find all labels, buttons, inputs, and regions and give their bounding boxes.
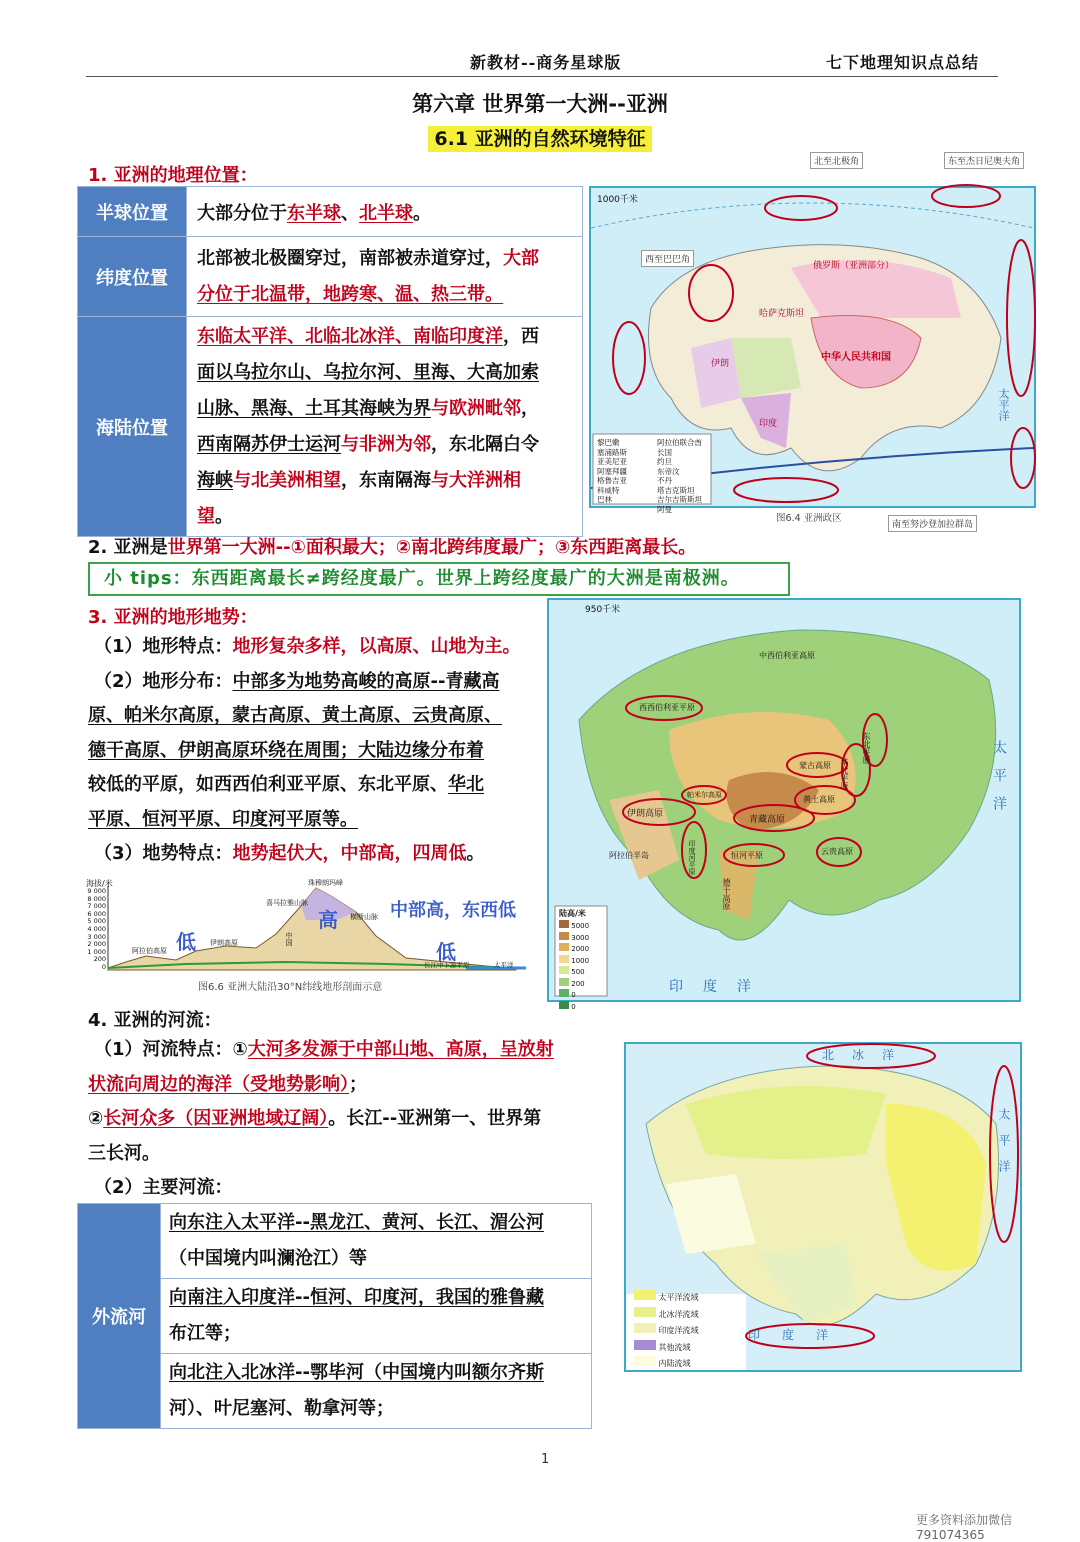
label-china: 中华人民共和国 [821,352,891,363]
label-iran-plateau: 伊朗高原 [210,939,238,947]
terrain-legend-title: 陆高/米 [559,909,586,918]
label-northeast-plain: 东北平原 [862,732,871,764]
table-head-latitude: 纬度位置 [78,237,187,317]
label-deccan: 德干高原 [722,878,731,910]
callout-west: 西至巴巴角 [641,250,694,267]
watermark: 更多资料添加微信791074365 [916,1513,1013,1542]
callout-east: 东至杰日尼奥夫角 [944,152,1024,169]
profile-ylabel: 海拔/米 [86,879,113,888]
label-indian-rivers: 印度洋 [748,1328,851,1342]
label-tibet: 青藏高原 [749,815,786,825]
river-basin-legend: 太平洋流域 北冰洋流域 印度洋流域 其他流域 内陆流域 [634,1290,699,1373]
table-head-hemisphere: 半球位置 [78,187,187,237]
terrain-profile [86,876,526,996]
river-basin-map [624,1042,1022,1372]
label-russia: 俄罗斯（亚洲部分） [813,261,895,271]
terrain-text: （1）地形特点：地形复杂多样，以高原、山地为主。 （2）地形分布：中部多为地势高峻的高原--青藏高 原、帕米尔高原，蒙古高原、黄土高原、云贵高原、 德干高原、伊朗高原环绕在周围；大陆边缘分布着 较低的平原，如西西伯利亚平原、东北平原、华北 平原、恒河平原、印度河平原等。 （3）地势特点：地势起伏大，中部高，四周低。 [88,636,521,864]
latitude-cell: 北部被北极圈穿过，南部被赤道穿过，大部 分位于北温带，地跨寒、温、热三带。 [187,237,583,317]
table-head-sea-land: 海陆位置 [78,317,187,537]
label-loess: 黄土高原 [803,795,835,804]
callout-south: 南至努沙登加拉群岛 [888,515,977,532]
label-pamir: 帕米尔高原 [687,791,722,799]
label-india: 印度 [759,419,778,429]
rivers-text: （1）河流特点：①大河多发源于中部山地、高原，呈放射 状流向周边的海洋（受地势影响）； ②长河众多（因亚洲地域辽阔）。长江--亚洲第一、世界第 三长河。 （2）主要河流： [88,1039,554,1198]
hemisphere-cell: 大部分位于东半球、北半球。 [187,187,583,237]
profile-note: 中部高，东西低 [390,900,516,921]
profile-low-right: 低 [436,940,456,964]
header-divider [86,76,998,77]
label-yungui: 云贵高原 [821,847,853,856]
rivers-table [77,1203,592,1429]
section-1-heading: 1. 亚洲的地理位置： [88,165,258,186]
terrain-map [547,598,1021,1011]
header-left: 新教材--商务星球版 [470,53,622,72]
profile-caption: 图6.6 亚洲大陆沿30°N纬线地形剖面示意 [198,982,383,993]
political-map [589,186,1036,514]
label-yangtze-plain: 长江中下游平原 [424,961,470,969]
sea-land-cell: 东临太平洋、北临北冰洋、南临印度洋，西 面以乌拉尔山、乌拉尔河、里海、大高加索 山脉、黑海、土耳其海峡为界与欧洲毗邻， 西南隔苏伊士运河与非洲为邻，东北隔白令 海峡与北美洲相望，东南隔海与大洋洲相 望。 [187,317,583,537]
label-everest: 珠穆朗玛峰 [308,879,343,887]
political-scale: 1000千米 [597,195,638,205]
label-west-siberian: 西西伯利亚平原 [639,703,695,712]
label-central-siberian: 中西伯利亚高原 [759,651,815,660]
label-china-profile: 中国 [285,932,293,946]
terrain-legend: 5000 3000 2000 1000 500 200 0 0 [559,920,605,1012]
profile-high: 高 [318,908,338,932]
label-arctic: 北冰洋 [822,1048,913,1062]
label-indian-ocean: 印度洋 [669,979,771,995]
rivers-south-cell: 向南注入印度洋--恒河、印度河，我国的雅鲁藏 布江等； [161,1279,592,1354]
label-indus-plain: 印度河平原 [688,840,696,875]
terrain-scale: 950千米 [585,605,621,615]
rivers-table-head: 外流河 [78,1204,161,1429]
label-ganges-plain: 恒河平原 [731,851,763,860]
callout-north: 北至北极角 [810,152,863,169]
profile-low-left: 低 [176,930,196,954]
tips-box: 小 tips：东西距离最长≠跨经度最广。世界上跨经度最广的大洲是南极洲。 [88,562,790,596]
label-mongolian: 蒙古高原 [799,761,831,770]
label-himalaya: 喜马拉雅山脉 [266,899,308,907]
label-kazakhstan: 哈萨克斯坦 [759,309,805,319]
label-pacific-profile: 太平洋 [494,961,514,969]
section-3-heading: 3. 亚洲的地形地势： [88,607,258,628]
label-pacific-terrain: 太平洋 [991,740,1007,824]
header-right: 七下地理知识点总结 [826,53,980,72]
rivers-east-cell: 向东注入太平洋--黑龙江、黄河、长江、湄公河 （中国境内叫澜沧江）等 [161,1204,592,1279]
label-pacific-rivers: 太平洋 [997,1108,1011,1186]
section-2: 2. 亚洲是世界第一大洲--①面积最大；②南北跨纬度最广；③东西距离最长。 [88,537,697,558]
rivers-north-cell: 向北注入北冰洋--鄂毕河（中国境内叫额尔齐斯 河）、叶尼塞河、勒拿河等； [161,1354,592,1429]
label-pacific: 太平洋 [997,388,1010,421]
chapter-title: 第六章 世界第一大洲--亚洲 [412,92,668,116]
label-north-china-plain: 华北平原 [840,758,849,790]
label-iran: 伊朗 [711,359,730,369]
location-table [77,186,583,537]
profile-ticks: 9 000 8 000 7 000 6 000 5 000 4 000 3 000 2 000 1 000 200 0 [87,887,106,971]
label-iran-plateau-map: 伊朗高原 [627,809,664,819]
section-4-heading: 4. 亚洲的河流： [88,1010,222,1031]
section-title: 6.1 亚洲的自然环境特征 [428,126,651,152]
political-legend: 黎巴嫩 塞浦路斯 亚美尼亚 阿塞拜疆 格鲁吉亚 科威特 巴林 阿拉伯联合酋长国 约旦 东帝汶 不丹 塔吉克斯坦 吉尔吉斯斯坦 阿曼 [597,438,702,514]
political-map-caption: 图6.4 亚洲政区 [776,513,842,524]
label-arabian-peninsula: 阿拉伯半岛 [609,851,649,860]
page-number: 1 [541,1452,550,1467]
label-hengduan: 横断山脉 [350,913,378,921]
label-arabian-plateau: 阿拉伯高原 [132,947,167,955]
